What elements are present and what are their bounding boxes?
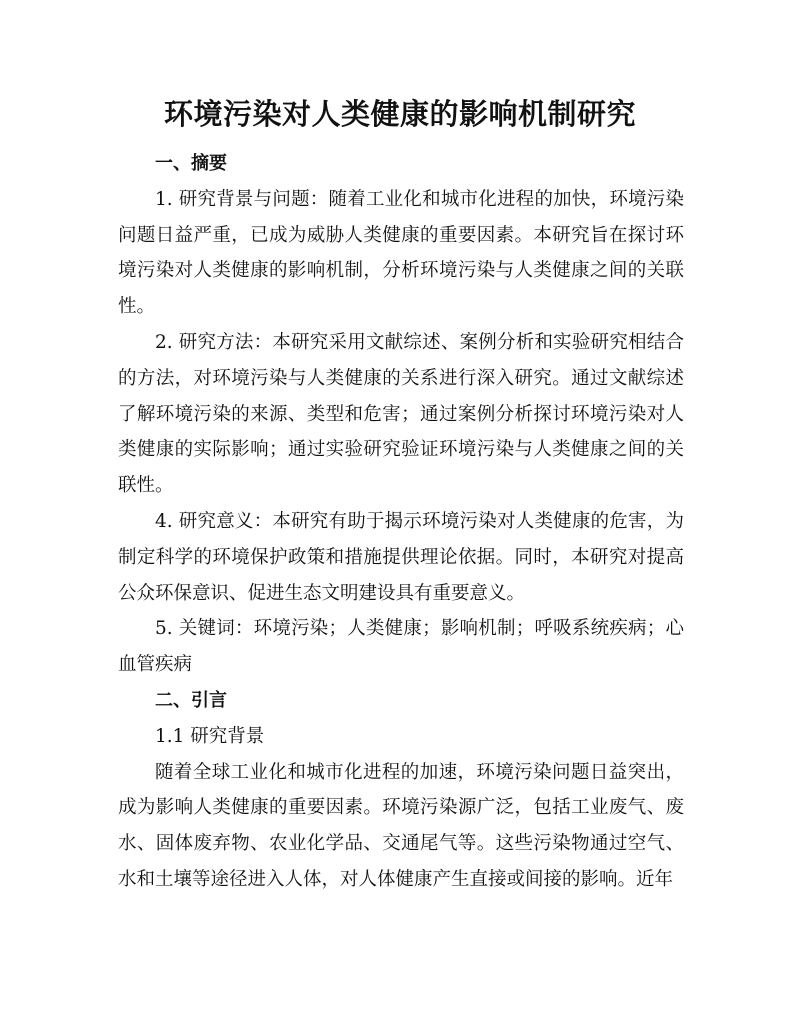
- abstract-paragraph-significance: 4. 研究意义：本研究有助于揭示环境污染对人类健康的危害，为制定科学的环境保护政策和措施提供理论依据。同时，本研究对提高公众环保意识、促进生态文明建设具有重要意义。: [118, 510, 684, 604]
- section-heading-introduction: 二、引言: [155, 689, 227, 711]
- abstract-paragraph-methods: 2. 研究方法：本研究采用文献综述、案例分析和实验研究相结合的方法，对环境污染与人类健康的关系进行深入研究。通过文献综述了解环境污染的来源、类型和危害；通过案例分析探讨环境污染对人类健康的实际影响；通过实验研究验证环境污染与人类健康之间的关联性。: [118, 331, 684, 497]
- abstract-paragraph-background: 1. 研究背景与问题：随着工业化和城市化进程的加快，环境污染问题日益严重，已成为威胁人类健康的重要因素。本研究旨在探讨环境污染对人类健康的影响机制，分析环境污染与人类健康之间的关联性。: [118, 188, 684, 318]
- subsection-heading-background: 1.1 研究背景: [155, 725, 265, 747]
- abstract-paragraph-keywords: 5. 关键词：环境污染；人类健康；影响机制；呼吸系统疾病；心血管疾病: [118, 618, 684, 676]
- introduction-paragraph: 随着全球工业化和城市化进程的加速，环境污染问题日益突出，成为影响人类健康的重要因素。环境污染源广泛，包括工业废气、废水、固体废弃物、农业化学品、交通尾气等。这些污染物通过空气、水和土壤等途径进入人体，对人体健康产生直接或间接的影响。近年: [118, 761, 684, 890]
- document-body: [118, 146, 684, 898]
- section-heading-abstract: 一、摘要: [155, 153, 227, 174]
- document-title: 环境污染对人类健康的影响机制研究: [163, 97, 636, 131]
